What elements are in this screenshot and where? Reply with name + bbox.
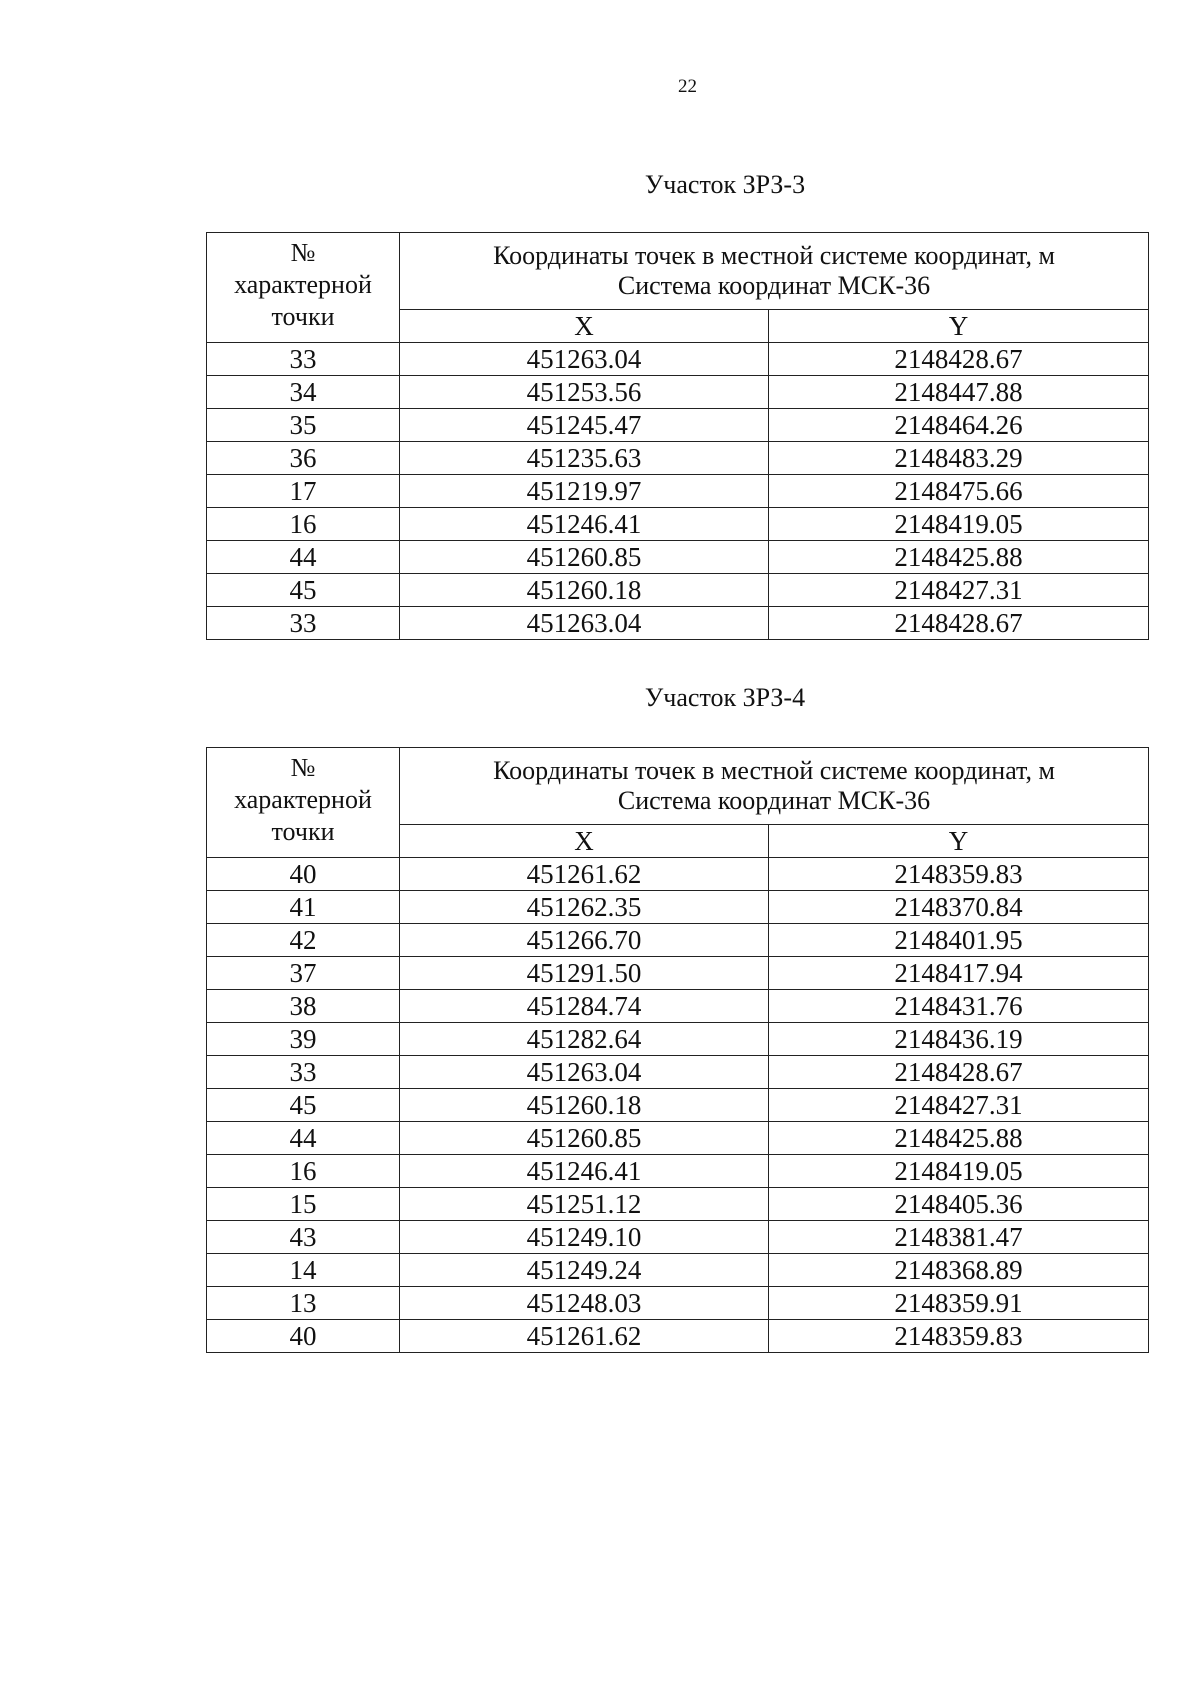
point-number-cell: 41 [207,891,400,924]
table-row [207,1155,1149,1188]
y-coordinate-cell: 2148368.89 [769,1254,1149,1287]
x-coordinate-cell: 451249.10 [400,1221,769,1254]
table-row [207,957,1149,990]
coordinates-table-zrz-3 [206,232,1149,640]
y-coordinate-cell: 2148447.88 [769,376,1149,409]
y-coordinate-cell: 2148427.31 [769,1089,1149,1122]
point-number-cell: 40 [207,1320,400,1353]
y-coordinate-cell: 2148464.26 [769,409,1149,442]
x-coordinate-cell: 451261.62 [400,1320,769,1353]
table-row [207,1320,1149,1353]
coordinates-header [400,748,1149,825]
x-coordinate-cell: 451260.18 [400,574,769,607]
table-row [207,343,1149,376]
y-coordinate-cell: 2148419.05 [769,508,1149,541]
x-coordinate-cell: 451260.85 [400,1122,769,1155]
point-number-header-line1: № [290,238,316,267]
point-number-cell: 16 [207,508,400,541]
y-coordinate-cell: 2148405.36 [769,1188,1149,1221]
point-number-cell: 45 [207,1089,400,1122]
page-number: 22 [678,76,697,97]
table-row [207,409,1149,442]
point-number-cell: 33 [207,343,400,376]
table-body [207,343,1149,640]
point-number-header [207,233,400,343]
y-coordinate-cell: 2148425.88 [769,1122,1149,1155]
x-coordinate-cell: 451260.85 [400,541,769,574]
coordinates-header-line2: Система координат МСК-36 [617,786,931,815]
x-coordinate-cell: 451253.56 [400,376,769,409]
x-coordinate-cell: 451235.63 [400,442,769,475]
y-coordinate-cell: 2148359.91 [769,1287,1149,1320]
x-coordinate-cell: 451262.35 [400,891,769,924]
point-number-header-line3: точки [271,817,335,846]
y-coordinate-cell: 2148370.84 [769,891,1149,924]
x-coordinate-cell: 451263.04 [400,607,769,640]
table-row [207,1089,1149,1122]
table-row [207,1122,1149,1155]
coordinates-header [400,233,1149,310]
table-body [207,858,1149,1353]
y-coordinate-cell: 2148428.67 [769,343,1149,376]
table-row [207,574,1149,607]
y-coordinate-cell: 2148419.05 [769,1155,1149,1188]
y-coordinate-cell: 2148475.66 [769,475,1149,508]
point-number-cell: 34 [207,376,400,409]
x-coordinate-cell: 451291.50 [400,957,769,990]
y-coordinate-cell: 2148425.88 [769,541,1149,574]
x-coordinate-cell: 451261.62 [400,858,769,891]
table-row [207,1056,1149,1089]
y-column-header: Y [769,310,1149,343]
table-row [207,1287,1149,1320]
x-coordinate-cell: 451263.04 [400,343,769,376]
x-coordinate-cell: 451260.18 [400,1089,769,1122]
point-number-cell: 44 [207,1122,400,1155]
x-coordinate-cell: 451251.12 [400,1188,769,1221]
point-number-header-line1: № [290,753,316,782]
y-coordinate-cell: 2148431.76 [769,990,1149,1023]
point-number-header-line2: характерной [234,785,372,814]
coordinates-header-line2: Система координат МСК-36 [617,271,931,300]
table-row [207,891,1149,924]
table-row [207,607,1149,640]
table-row [207,376,1149,409]
x-coordinate-cell: 451248.03 [400,1287,769,1320]
point-number-cell: 17 [207,475,400,508]
point-number-cell: 44 [207,541,400,574]
x-coordinate-cell: 451282.64 [400,1023,769,1056]
point-number-cell: 16 [207,1155,400,1188]
y-coordinate-cell: 2148428.67 [769,607,1149,640]
table-row [207,475,1149,508]
point-number-cell: 38 [207,990,400,1023]
table-row [207,924,1149,957]
table-row [207,541,1149,574]
point-number-cell: 37 [207,957,400,990]
coordinates-header-line1: Координаты точек в местной системе координат, м [493,756,1055,785]
y-coordinate-cell: 2148401.95 [769,924,1149,957]
point-number-cell: 35 [207,409,400,442]
y-coordinate-cell: 2148417.94 [769,957,1149,990]
table-row [207,1254,1149,1287]
y-coordinate-cell: 2148381.47 [769,1221,1149,1254]
x-coordinate-cell: 451263.04 [400,1056,769,1089]
point-number-cell: 14 [207,1254,400,1287]
point-number-cell: 33 [207,607,400,640]
point-number-cell: 15 [207,1188,400,1221]
point-number-cell: 40 [207,858,400,891]
coordinates-table-zrz-4 [206,747,1149,1353]
coordinates-header-line1: Координаты точек в местной системе координат, м [493,241,1055,270]
x-coordinate-cell: 451246.41 [400,508,769,541]
point-number-cell: 45 [207,574,400,607]
table-row [207,990,1149,1023]
y-coordinate-cell: 2148483.29 [769,442,1149,475]
point-number-cell: 43 [207,1221,400,1254]
point-number-header-line3: точки [271,302,335,331]
x-coordinate-cell: 451284.74 [400,990,769,1023]
section-title-zrz-4: Участок ЗРЗ-4 [644,683,806,712]
section-title-zrz-3: Участок ЗРЗ-3 [644,170,806,199]
point-number-cell: 36 [207,442,400,475]
point-number-header [207,748,400,858]
table-row [207,1023,1149,1056]
table-row [207,1188,1149,1221]
x-coordinate-cell: 451246.41 [400,1155,769,1188]
y-coordinate-cell: 2148359.83 [769,1320,1149,1353]
y-column-header: Y [769,825,1149,858]
x-coordinate-cell: 451245.47 [400,409,769,442]
x-coordinate-cell: 451219.97 [400,475,769,508]
y-coordinate-cell: 2148427.31 [769,574,1149,607]
point-number-header-line2: характерной [234,270,372,299]
point-number-cell: 42 [207,924,400,957]
table-row [207,1221,1149,1254]
y-coordinate-cell: 2148428.67 [769,1056,1149,1089]
table-row [207,442,1149,475]
x-coordinate-cell: 451266.70 [400,924,769,957]
x-column-header: X [400,825,769,858]
x-coordinate-cell: 451249.24 [400,1254,769,1287]
y-coordinate-cell: 2148359.83 [769,858,1149,891]
point-number-cell: 33 [207,1056,400,1089]
table-row [207,858,1149,891]
point-number-cell: 13 [207,1287,400,1320]
x-column-header: X [400,310,769,343]
point-number-cell: 39 [207,1023,400,1056]
table-row [207,508,1149,541]
y-coordinate-cell: 2148436.19 [769,1023,1149,1056]
